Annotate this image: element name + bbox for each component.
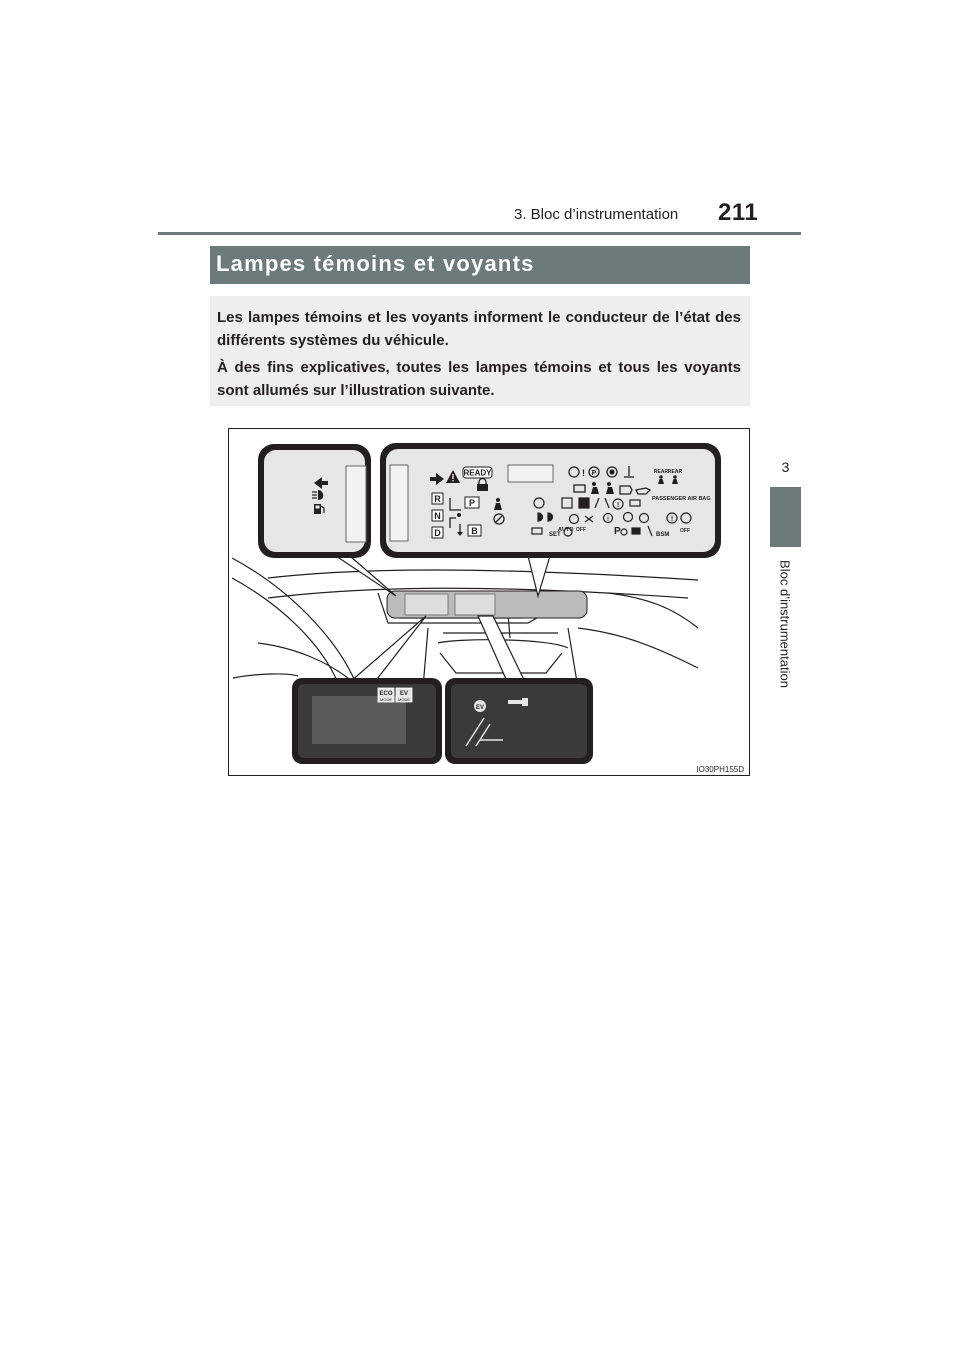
shift-n-label: N: [434, 511, 441, 521]
ev-mode-label: EV: [399, 691, 409, 697]
intro-paragraph-2: À des fins explicatives, toutes les lampes témoins et tous les voyants sont allumés sur l’illustration suivante.: [217, 359, 741, 399]
illustration-code: IO30PH155D: [696, 765, 744, 774]
ev-indicator-label: EV: [475, 705, 485, 711]
front-fog-light-icon: [538, 513, 543, 521]
chapter-number: 3: [781, 459, 790, 475]
svg-text:P: P: [591, 470, 597, 477]
svg-text:!: !: [582, 468, 585, 478]
header-section-title: 3. Bloc d’instrumentation: [514, 206, 679, 223]
shift-r-label: R: [434, 494, 441, 504]
eco-ev-mode-inset: [292, 678, 442, 764]
page-number: 211: [718, 199, 759, 226]
svg-text:!: !: [607, 517, 609, 523]
off-label-2: OFF: [680, 528, 690, 534]
bsm-label: BSM: [656, 532, 670, 538]
chapter-label: Bloc d’instrumentation: [777, 560, 793, 688]
svg-text:P: P: [614, 526, 621, 537]
auto-high-beam-icon: [548, 513, 553, 521]
svg-text:!: !: [616, 502, 620, 509]
chapter-tab: [770, 487, 801, 547]
shift-b-label: B: [471, 526, 478, 536]
auto-label: AUTO: [558, 527, 574, 533]
rear-left-label: REAR: [653, 469, 669, 475]
ev-mode-sublabel: MODE: [398, 697, 410, 702]
rear-right-label: REAR: [667, 469, 683, 475]
off-label-1: OFF: [576, 527, 586, 533]
ready-label: READY: [463, 468, 492, 478]
main-indicator-callout: [380, 443, 721, 558]
display-grid: [312, 696, 406, 744]
set-label: SET: [549, 532, 561, 538]
fuel-door-icon: [579, 498, 589, 508]
eco-mode-label: ECO: [379, 691, 393, 697]
dashboard-illustration: [228, 428, 750, 776]
ev-indicator-inset: [445, 678, 593, 764]
intro-paragraph-1: Les lampes témoins et les voyants informent le conducteur de l’état des différents systèmes du véhicule.: [217, 309, 741, 349]
passenger-airbag-label: PASSENGER AIR BAG: [652, 496, 711, 502]
svg-text:!: !: [670, 516, 674, 523]
shift-p-label: P: [468, 498, 476, 508]
parking-sensor-icon: [632, 528, 640, 534]
section-title: Lampes témoins et voyants: [216, 251, 535, 276]
left-indicator-callout: [258, 444, 371, 558]
eco-mode-sublabel: MODE: [380, 697, 392, 702]
header-rule: [158, 232, 801, 235]
shift-d-label: D: [434, 528, 441, 538]
